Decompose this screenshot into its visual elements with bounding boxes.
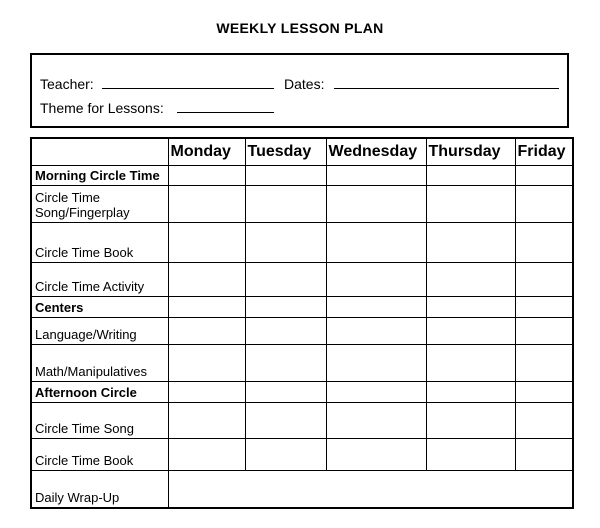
plan-cell[interactable] [515, 296, 573, 317]
plan-cell[interactable] [168, 262, 245, 296]
plan-cell[interactable] [426, 402, 515, 438]
dates-label: Dates: [284, 76, 325, 92]
table-row [31, 222, 573, 262]
row-label: Math/Manipulatives [31, 344, 168, 381]
plan-cell[interactable] [168, 317, 245, 344]
plan-cell[interactable] [426, 165, 515, 185]
plan-cell[interactable] [326, 185, 426, 222]
table-row [31, 317, 573, 344]
plan-cell[interactable] [426, 222, 515, 262]
row-label: Language/Writing [31, 317, 168, 344]
plan-cell[interactable] [426, 344, 515, 381]
theme-label: Theme for Lessons: [40, 100, 164, 116]
plan-cell[interactable] [515, 344, 573, 381]
day-header: Tuesday [245, 138, 326, 165]
lesson-plan-table [30, 137, 574, 509]
plan-cell[interactable] [168, 381, 245, 402]
table-row [31, 438, 573, 470]
day-header: Monday [168, 138, 245, 165]
wrap-up-cell[interactable] [168, 470, 573, 508]
plan-cell[interactable] [515, 438, 573, 470]
dates-field-line[interactable] [334, 88, 559, 89]
plan-cell[interactable] [168, 222, 245, 262]
plan-cell[interactable] [168, 402, 245, 438]
plan-cell[interactable] [245, 296, 326, 317]
plan-cell[interactable] [515, 185, 573, 222]
table-row [31, 470, 573, 508]
plan-cell[interactable] [168, 344, 245, 381]
day-header: Wednesday [326, 138, 426, 165]
page-title: WEEKLY LESSON PLAN [216, 20, 384, 36]
day-header: Friday [515, 138, 573, 165]
table-row [31, 185, 573, 222]
plan-cell[interactable] [245, 222, 326, 262]
row-label: Circle Time Song [31, 402, 168, 438]
plan-cell[interactable] [515, 317, 573, 344]
row-label: Circle Time Activity [31, 262, 168, 296]
corner-cell [31, 138, 168, 165]
plan-cell[interactable] [326, 317, 426, 344]
plan-cell[interactable] [515, 165, 573, 185]
plan-cell[interactable] [326, 438, 426, 470]
plan-cell[interactable] [245, 317, 326, 344]
row-label: Circle Time Book [31, 222, 168, 262]
plan-cell[interactable] [326, 381, 426, 402]
plan-cell[interactable] [326, 222, 426, 262]
plan-cell[interactable] [326, 344, 426, 381]
table-row [31, 165, 573, 185]
theme-field-line[interactable] [177, 112, 274, 113]
plan-cell[interactable] [426, 381, 515, 402]
plan-cell[interactable] [326, 296, 426, 317]
plan-cell[interactable] [168, 438, 245, 470]
teacher-field-line[interactable] [102, 88, 274, 89]
plan-cell[interactable] [326, 165, 426, 185]
plan-cell[interactable] [245, 262, 326, 296]
table-row [31, 402, 573, 438]
table-row [31, 262, 573, 296]
day-header: Thursday [426, 138, 515, 165]
plan-cell[interactable] [245, 344, 326, 381]
plan-cell[interactable] [426, 262, 515, 296]
info-box [30, 53, 569, 128]
header-row [31, 138, 573, 165]
plan-cell[interactable] [426, 438, 515, 470]
row-label: Morning Circle Time [31, 165, 168, 185]
table-row [31, 344, 573, 381]
row-label: Afternoon Circle [31, 381, 168, 402]
plan-cell[interactable] [515, 262, 573, 296]
plan-cell[interactable] [426, 317, 515, 344]
plan-cell[interactable] [515, 402, 573, 438]
plan-cell[interactable] [168, 185, 245, 222]
table-row [31, 296, 573, 317]
plan-cell[interactable] [426, 296, 515, 317]
plan-cell[interactable] [245, 381, 326, 402]
plan-cell[interactable] [168, 296, 245, 317]
row-label: Centers [31, 296, 168, 317]
table-row [31, 381, 573, 402]
plan-cell[interactable] [168, 165, 245, 185]
plan-cell[interactable] [245, 165, 326, 185]
row-label: Circle Time Song/Fingerplay [31, 185, 168, 222]
plan-cell[interactable] [515, 222, 573, 262]
plan-cell[interactable] [245, 402, 326, 438]
plan-cell[interactable] [326, 262, 426, 296]
plan-cell[interactable] [245, 438, 326, 470]
row-label: Daily Wrap-Up [31, 470, 168, 508]
plan-cell[interactable] [326, 402, 426, 438]
plan-cell[interactable] [426, 185, 515, 222]
teacher-label: Teacher: [40, 76, 94, 92]
row-label: Circle Time Book [31, 438, 168, 470]
plan-cell[interactable] [245, 185, 326, 222]
plan-cell[interactable] [515, 381, 573, 402]
